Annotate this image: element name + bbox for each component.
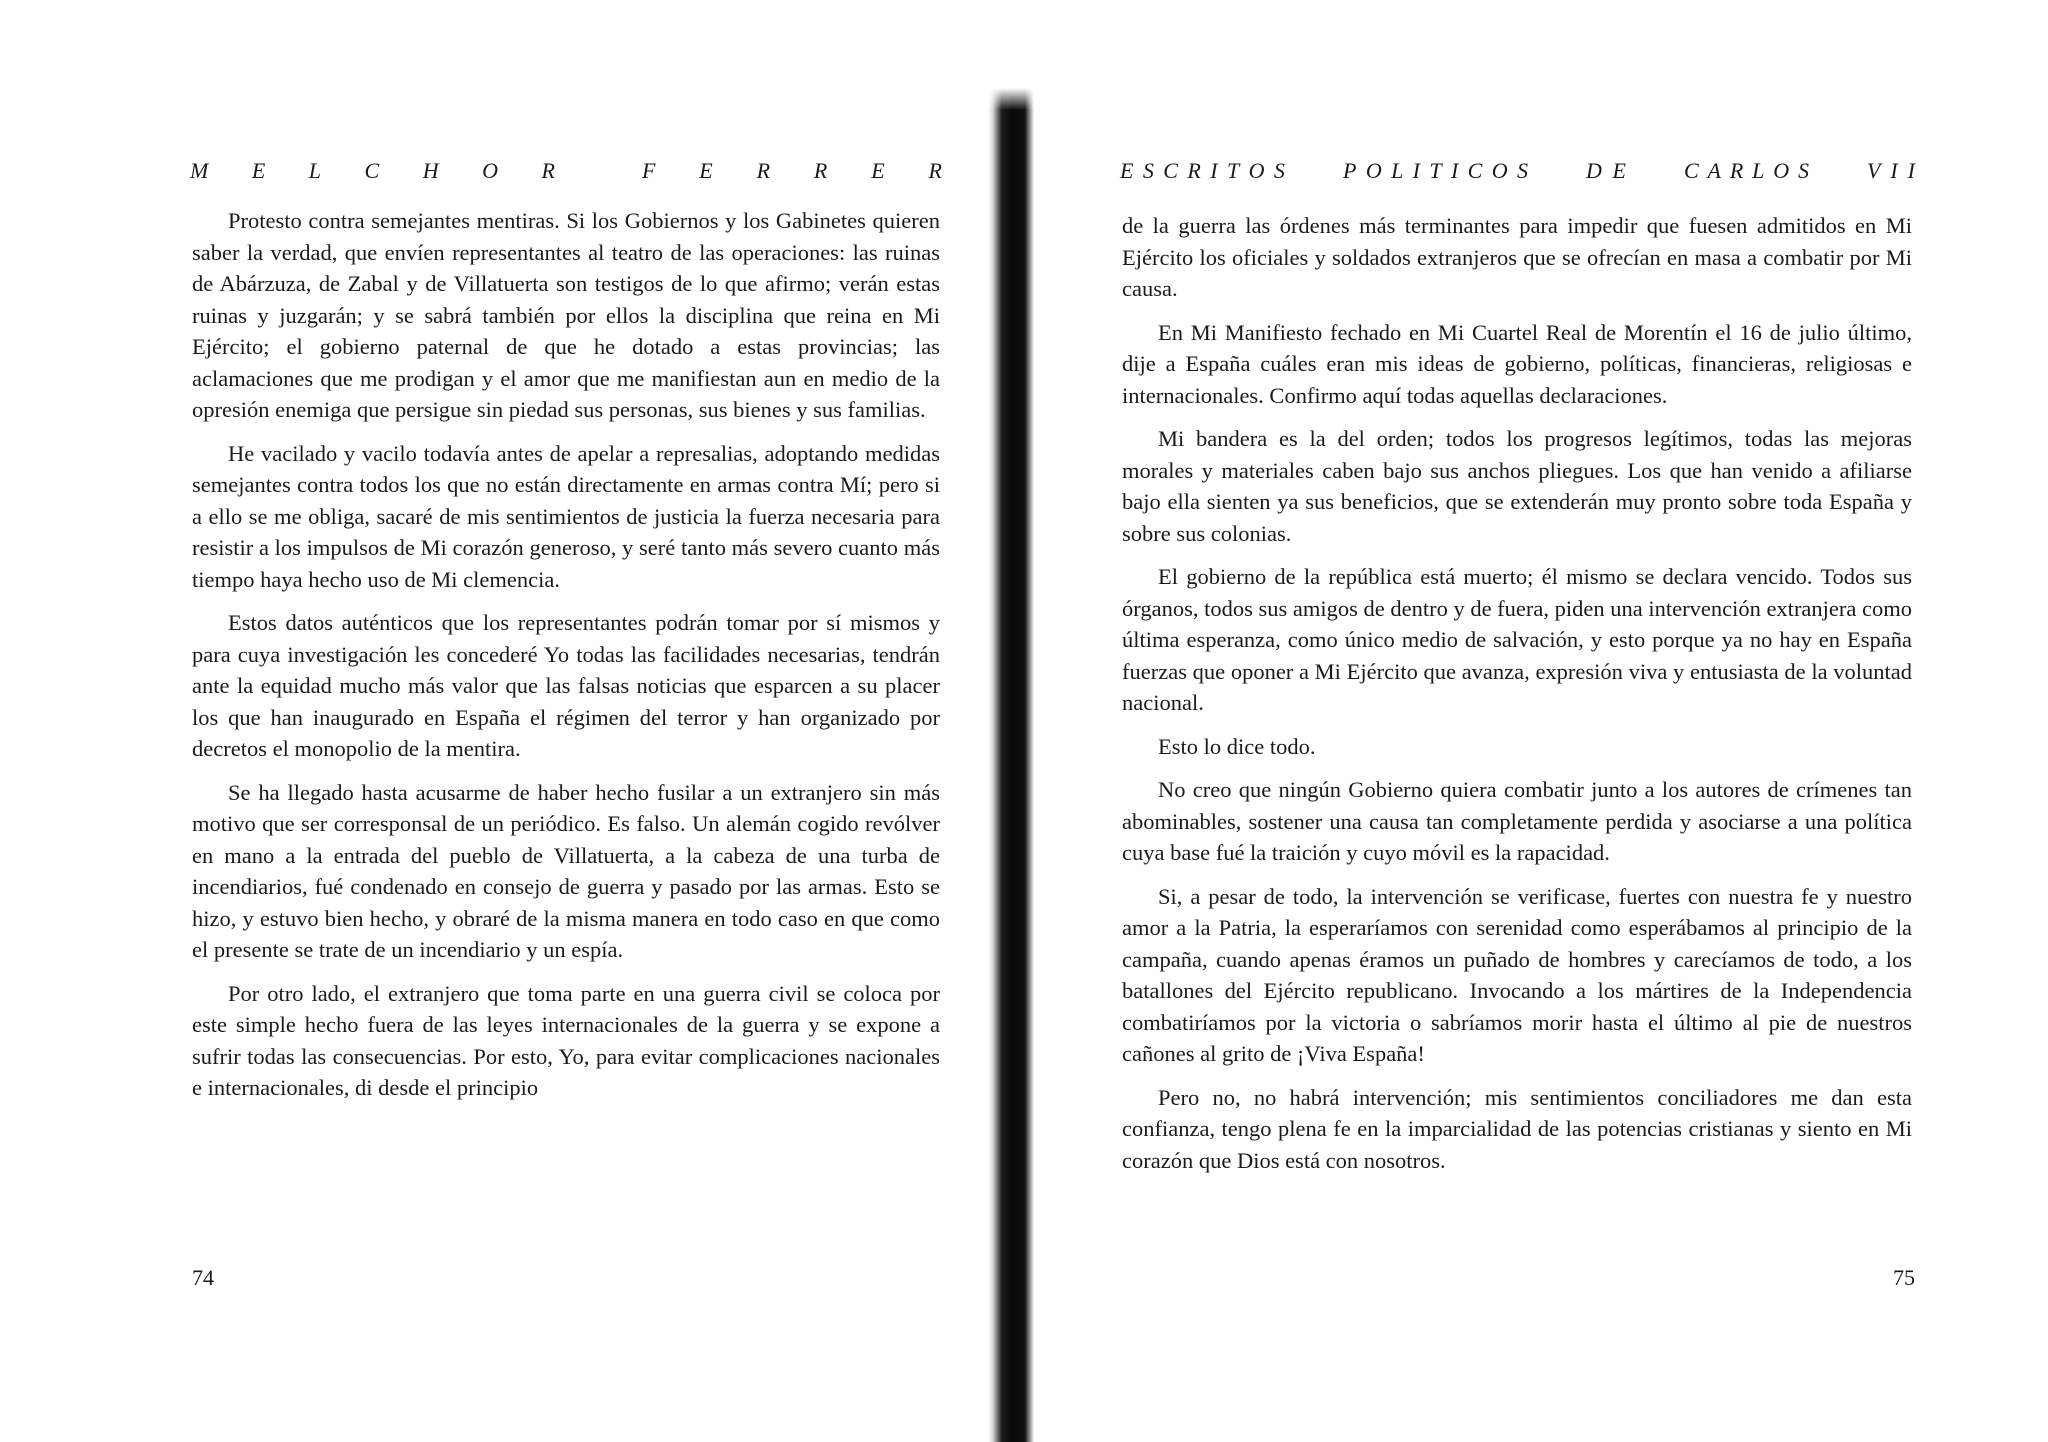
paragraph: Protesto contra semejantes mentiras. Si los Gobiernos y los Gabinetes quieren saber la verdad, que envíen representantes al teatro de las operaciones: las ruinas de Abárzuza, de Zabal y de Villatuerta son testigos de lo que afirmo; verán estas ruinas y juzgarán; y se sabrá también por ellos la disciplina que reina en Mi Ejército; el gobierno paternal de que he dotado a estas provincias; las aclamaciones que me prodigan y el amor que me manifiestan aun en medio de la opresión enemiga que persigue sin piedad sus personas, sus bienes y sus familias. xyxy=(192,208,940,422)
running-head-letter: V xyxy=(1867,158,1881,183)
book-gutter-shadow xyxy=(988,88,1034,1442)
running-head-letter: I xyxy=(1907,158,1915,183)
paragraph: Mi bandera es la del orden; todos los progresos legítimos, todas las mejoras morales y materiales caben bajo sus anchos pliegues. Los que han venido a afiliarse bajo ella sienten ya sus beneficios, que se extenderán muy pronto sobre toda España y sobre sus colonias. xyxy=(1122,426,1912,546)
running-head-word xyxy=(1343,158,1528,184)
running-head-word xyxy=(1684,158,1809,184)
running-head-letter: E xyxy=(1120,158,1134,183)
running-head-author xyxy=(190,158,942,184)
running-head-letter: E xyxy=(699,158,713,183)
running-head-letter: E xyxy=(1612,158,1626,183)
paragraph: Por otro lado, el extranjero que toma parte en una guerra civil se coloca por este simple hecho fuera de las leyes internacionales de la guerra y se expone a sufrir todas las consecuencias. Por esto, Yo, para evitar complicaciones nacionales e internacionales, di desde el principio xyxy=(192,980,940,1100)
running-head-letter: R xyxy=(756,158,771,183)
running-head-letter: C xyxy=(1467,158,1483,183)
running-head-letter: C xyxy=(1163,158,1178,183)
running-head-letter: O xyxy=(1365,158,1382,183)
running-head-letter: F xyxy=(642,158,656,183)
paragraph: Pero no, no habrá intervención; mis sentimientos conciliadores me dan esta confianza, tengo plena fe en la imparcialidad de las potencias cristianas y siento en Mi corazón que Dios está con nosotros. xyxy=(1122,1084,1912,1173)
paragraph: El gobierno de la república está muerto; él mismo se declara vencido. Todos sus órganos, todos sus amigos de dentro y de fuera, piden una intervención extranjera como última esperanza, como único medio de salvación, y esto porque ya no hay en España fuerzas que oponer a Mi Ejército que avanza, expresión viva y entusiasta de la voluntad nacional. xyxy=(1122,564,1912,715)
right-page-body xyxy=(1122,210,1912,1188)
running-head-letter: O xyxy=(482,158,498,183)
paragraph: Se ha llegado hasta acusarme de haber hecho fusilar a un extranjero sin más motivo que ser corresponsal de un periódico. Es falso. Un alemán cogido revólver en mano a la entrada del pueblo de Villatuerta, a la cabeza de una turba de incendiarios, fué condenado en consejo de guerra y pasado por las armas. Esto se hizo, y estuvo bien hecho, y obraré de la misma manera en todo caso en que como el presente se trate de un incendiario y un espía. xyxy=(192,779,940,962)
running-head-letter: D xyxy=(1586,158,1602,183)
paragraph: Estos datos auténticos que los representantes podrán tomar por sí mismos y para cuya investigación les concederé Yo todas las facilidades necesarias, tendrán ante la equidad mucho más valor que las falsas noticias que esparcen a su placer los que han inaugurado en España el régimen del terror y han organizado por decretos el monopolio de la mentira. xyxy=(192,610,940,761)
running-head-letter: I xyxy=(1412,158,1420,183)
running-head-letter: R xyxy=(1729,158,1744,183)
running-head-word-second xyxy=(642,158,942,184)
running-head-letter: T xyxy=(1429,158,1442,183)
running-head-letter: O xyxy=(1491,158,1508,183)
paragraph: Si, a pesar de todo, la intervención se verificase, fuertes con nuestra fe y nuestro amor a la Patria, la esperaríamos con serenidad como esperábamos al principio de la campaña, cuando apenas éramos un puñado de hombres y carecíamos de todo, a los batallones del Ejército republicano. Invocando a los mártires de la Independencia combatiríamos por la victoria o sabríamos morir hasta el último al pie de nuestros cañones al grito de ¡Viva España! xyxy=(1122,883,1912,1066)
running-head-letter: R xyxy=(928,158,942,183)
running-head-word xyxy=(1120,158,1285,184)
running-head-letter: M xyxy=(190,158,209,183)
running-head-letter: I xyxy=(1450,158,1459,183)
paragraph: No creo que ningún Gobierno quiera combatir junto a los autores de crímenes tan abominables, sostener una causa tan completamente perdida y asociarse a una política cuya base fué la traición y cuyo móvil es la rapacidad. xyxy=(1122,777,1912,865)
running-head-letter: I xyxy=(1890,158,1898,183)
running-head-letter: E xyxy=(871,158,885,183)
running-head-letter: O xyxy=(1248,158,1265,183)
running-head-letter: H xyxy=(422,158,439,183)
running-head-letter: R xyxy=(813,158,828,183)
running-head-letter: E xyxy=(251,158,266,183)
gutter-fade xyxy=(988,88,1034,110)
running-head-letter: L xyxy=(308,158,322,183)
running-head-letter: I xyxy=(1210,158,1218,183)
right-page xyxy=(1040,0,2048,1442)
running-head-letter: P xyxy=(1343,158,1357,183)
left-page-body xyxy=(192,205,940,1116)
running-head-letter: R xyxy=(1187,158,1201,183)
running-head-letter: T xyxy=(1226,158,1240,183)
running-head-letter: A xyxy=(1707,158,1721,183)
left-page xyxy=(0,0,990,1442)
running-head-title xyxy=(1120,158,1915,184)
paragraph: de la guerra las órdenes más terminantes para impedir que fuesen admitidos en Mi Ejército los oficiales y soldados extranjeros que se ofrecían en masa a combatir por Mi causa. xyxy=(1122,213,1912,301)
running-head-word xyxy=(1586,158,1626,184)
running-head-letter: R xyxy=(541,158,555,183)
running-head-letter: L xyxy=(1752,158,1765,183)
running-head-letter: S xyxy=(1797,158,1809,183)
running-head-letter: L xyxy=(1391,158,1404,183)
running-head-letter: C xyxy=(364,158,380,183)
running-head-word xyxy=(1867,158,1915,184)
running-head-letter: C xyxy=(1684,158,1699,183)
running-head-letter: S xyxy=(1273,158,1285,183)
page-number: 75 xyxy=(1893,1265,1915,1290)
running-head-word-first xyxy=(190,158,555,184)
running-head-letter: S xyxy=(1142,158,1154,183)
running-head-letter: O xyxy=(1773,158,1790,183)
page-number: 74 xyxy=(192,1265,214,1290)
paragraph: He vacilado y vacilo todavía antes de apelar a represalias, adoptando medidas semejantes contra todos los que no están directamente en armas contra Mí; pero si a ello se me obliga, sacaré de mis sentimientos de justicia la fuerza necesaria para resistir a los impulsos de Mi corazón generoso, y seré tanto más severo cuanto más tiempo haya hecho uso de Mi clemencia. xyxy=(192,440,940,592)
paragraph: En Mi Manifiesto fechado en Mi Cuartel Real de Morentín el 16 de julio último, dije a España cuáles eran mis ideas de gobierno, políticas, financieras, religiosas e internacionales. Confirmo aquí todas aquellas declaraciones. xyxy=(1122,319,1912,408)
running-head-letter: S xyxy=(1516,158,1528,183)
paragraph: Esto lo dice todo. xyxy=(1158,733,1316,759)
